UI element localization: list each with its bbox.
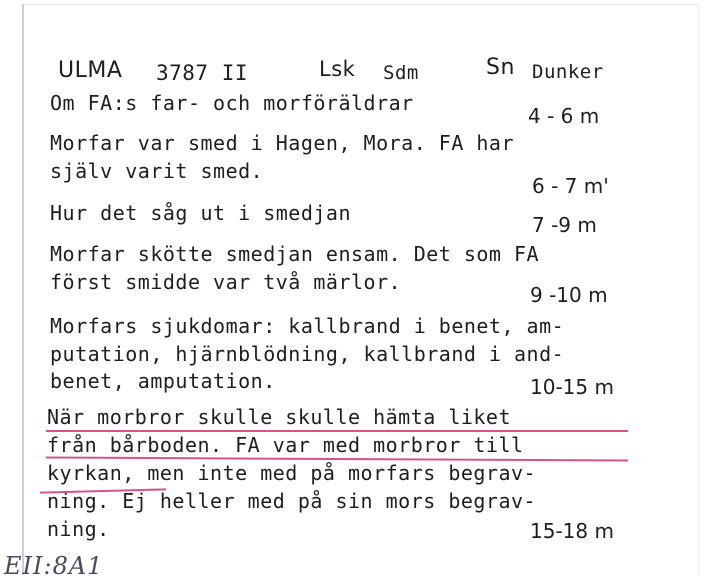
time-range: 7 -9 m xyxy=(532,213,597,237)
time-range: 9 -10 m xyxy=(530,283,608,307)
time-range: 4 - 6 m xyxy=(528,104,600,128)
entry-line: Morfars sjukdomar: kallbrand i benet, am- xyxy=(50,314,565,338)
entry-line: först smidde var två märlor. xyxy=(50,270,402,294)
highlight-underline xyxy=(46,430,628,432)
entry-line: Hur det såg ut i smedjan xyxy=(50,201,351,225)
entry-line: ning. xyxy=(47,517,110,541)
entry-line: Morfar var smed i Hagen, Mora. FA har xyxy=(50,131,515,155)
entry-line: ning. Ej heller med på sin mors begrav- xyxy=(47,489,537,513)
handwritten-code: EII:8A1 xyxy=(4,552,104,580)
time-range: 10-15 m xyxy=(530,375,614,399)
time-range: 6 - 7 m' xyxy=(532,174,609,198)
time-range: 15-18 m xyxy=(530,519,614,543)
entry-line: Om FA:s far- och morföräldrar xyxy=(50,91,414,115)
landskap-label: Lsk xyxy=(319,57,356,81)
record-number: 3787 II xyxy=(156,61,249,85)
landskap-value: Sdm xyxy=(383,62,419,84)
entry-line: När morbror skulle skulle hämta liket xyxy=(47,405,512,429)
entry-line: putation, hjärnblödning, kallbrand i and- xyxy=(50,342,565,366)
entry-line: från bårboden. FA var med morbror till xyxy=(47,433,524,457)
entry-line: benet, amputation. xyxy=(50,369,276,393)
socken-label: Sn xyxy=(486,55,515,80)
entry-line: kyrkan, men inte med på morfars begrav- xyxy=(47,461,537,485)
entry-line: Morfar skötte smedjan ensam. Det som FA xyxy=(50,242,540,266)
archive-code: ULMA xyxy=(58,58,123,83)
entry-line: själv varit smed. xyxy=(50,159,264,183)
socken-value: Dunker xyxy=(532,61,604,83)
